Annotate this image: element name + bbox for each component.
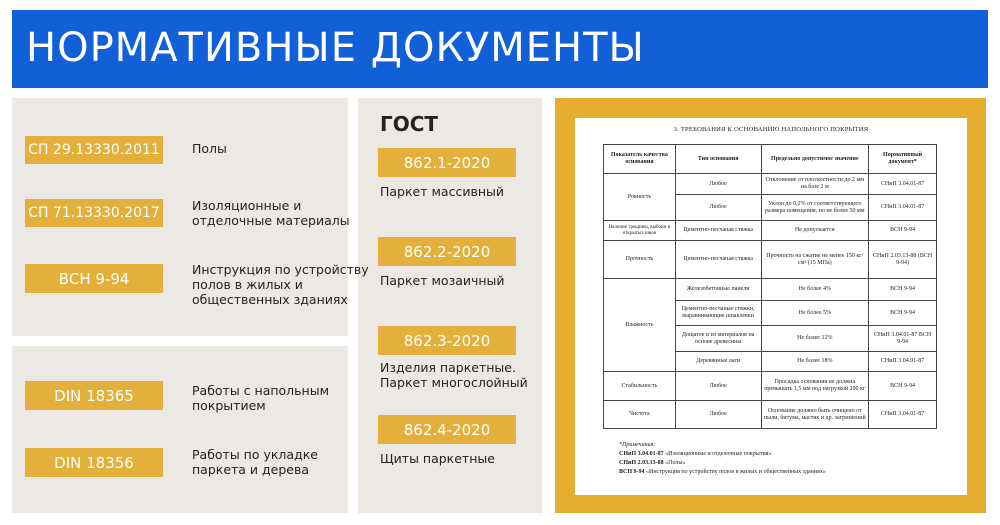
note-code: СНиП 2.03.13-88 — [619, 460, 664, 466]
gost-code-badge: 862.4-2020 — [378, 415, 516, 444]
description-line: Инструкция по устройству — [192, 262, 369, 277]
note-line — [619, 468, 826, 477]
description-line: Щиты паркетные — [380, 451, 495, 466]
table-cell: ВСН 9-94 — [869, 372, 937, 401]
table-cell: Прочность — [604, 241, 676, 279]
table-cell: Основание должно быть очищено от пыли, битума, мастик и др. загрязнений — [761, 401, 869, 429]
table-cell: Любое — [675, 174, 761, 195]
note-code: ВСН 9-94 — [619, 469, 645, 475]
table-cell: Любое — [675, 401, 761, 429]
table-row — [604, 174, 937, 195]
table-cell: СНиП 2.03.13-88 (ВСН 9-94) — [869, 241, 937, 279]
document-code-badge: СП 71.13330.2017 — [25, 199, 163, 227]
gost-code-badge: 862.1-2020 — [378, 148, 516, 177]
table-cell: СНиП 3.04.01-87 ВСН 9-94 — [869, 326, 937, 352]
table-header-row — [604, 145, 937, 174]
description-line: Изоляционные и — [192, 198, 302, 213]
table-cell: Ровность — [604, 174, 676, 221]
table-cell: Не более 4% — [761, 279, 869, 301]
table-cell: Цементно-песчаная стяжка — [675, 241, 761, 279]
table-cell: Отклонение от плоскостности до 2 мм на базе 2 м — [761, 174, 869, 195]
table-cell: Не допускается — [761, 221, 869, 241]
column-header: Предельно допустимое значение — [761, 145, 869, 174]
document-code-badge: ВСН 9-94 — [25, 264, 163, 293]
note-text: «Инструкция по устройству полов в жилых и общественных зданиях» — [646, 469, 826, 475]
gost-description — [380, 360, 528, 390]
table-cell: Влажность — [604, 279, 676, 372]
notes-header: *Примечания: — [619, 442, 656, 448]
gost-code-badge: 862.3-2020 — [378, 326, 516, 355]
table-cell: Не более 12% — [761, 326, 869, 352]
description-line: Работы с напольным — [192, 383, 330, 398]
gost-description — [380, 273, 505, 288]
table-cell: Не более 5% — [761, 301, 869, 326]
document-code-badge: СП 29.13330.2011 — [25, 136, 163, 164]
gost-code-badge: 862.2-2020 — [378, 237, 516, 266]
document-description — [192, 447, 318, 477]
description-line: полов в жилых и — [192, 277, 303, 292]
table-cell: Дощатое и из материалов на основе древесины — [675, 326, 761, 352]
description-line: общественных зданиях — [192, 292, 348, 307]
table-cell: ВСН 9-94 — [869, 301, 937, 326]
table-cell: Чистота — [604, 401, 676, 429]
din-documents-panel — [12, 346, 348, 513]
description-line: отделочные материалы — [192, 213, 350, 228]
column-header: Тип основания — [675, 145, 761, 174]
description-line: Паркет мозаичный — [380, 273, 505, 288]
description-line: покрытием — [192, 398, 266, 413]
table-row — [604, 401, 937, 429]
column-header: Нормативный документ* — [869, 145, 937, 174]
table-cell: Просадка основания не должна превышать 1,5 мм под нагрузкой 200 кг — [761, 372, 869, 401]
table-row — [604, 279, 937, 301]
table-cell: ВСН 9-94 — [869, 221, 937, 241]
table-cell: СНиП 3.04.01-87 — [869, 174, 937, 195]
note-code: СНиП 3.04.01-87 — [619, 451, 664, 457]
table-cell: Уклон до 0,2% от соответствующего размера помещения, но не более 50 мм — [761, 195, 869, 221]
document-description — [192, 262, 369, 307]
description-line: Работы по укладке — [192, 447, 318, 462]
description-line: Паркет массивный — [380, 184, 504, 199]
document-code-badge: DIN 18356 — [25, 448, 163, 477]
gost-description — [380, 451, 495, 466]
note-line — [619, 450, 826, 459]
table-cell: Наличие трещины, выбоин и открытых швов — [604, 221, 676, 241]
gost-title: ГОСТ — [380, 112, 439, 136]
description-line: Полы — [192, 141, 227, 156]
note-text: «Полы» — [665, 460, 686, 466]
table-row — [604, 221, 937, 241]
table-cell: Стабильность — [604, 372, 676, 401]
table-cell: Железобетонные панели — [675, 279, 761, 301]
note-text: «Изоляционные и отделочные покрытия» — [665, 451, 772, 457]
table-cell: Любое — [675, 195, 761, 221]
table-row — [604, 372, 937, 401]
table-cell: ВСН 9-94 — [869, 279, 937, 301]
description-line: Паркет многослойный — [380, 375, 528, 390]
table-cell: Цементно-песчаные стяжки, выравнивающие шпаклевки — [675, 301, 761, 326]
document-description — [192, 198, 350, 228]
table-row — [604, 241, 937, 279]
table-cell: СНиП 3.04.01-87 — [869, 401, 937, 429]
table-cell: СНиП 3.04.01-87 — [869, 195, 937, 221]
requirements-document — [575, 118, 967, 495]
header-banner — [12, 10, 988, 88]
requirements-table — [603, 144, 937, 429]
table-cell: Не более 18% — [761, 352, 869, 372]
document-description — [192, 383, 329, 413]
table-cell: Прочность на сжатие не менее 150 кг/см² (15 МПа) — [761, 241, 869, 279]
table-cell: СНиП 3.04.01-87 — [869, 352, 937, 372]
description-line: паркета и дерева — [192, 462, 310, 477]
note-line — [619, 459, 826, 468]
table-notes — [619, 441, 826, 477]
table-cell: Деревянные лаги — [675, 352, 761, 372]
page-title: НОРМАТИВНЫЕ ДОКУМЕНТЫ — [26, 25, 645, 71]
document-code-badge: DIN 18365 — [25, 381, 163, 410]
column-header: Показатель качества основания — [604, 145, 676, 174]
table-cell: Цементно-песчаная стяжка — [675, 221, 761, 241]
document-description — [192, 141, 227, 156]
table-cell: Любое — [675, 372, 761, 401]
gost-description — [380, 184, 504, 199]
document-heading: 3. ТРЕБОВАНИЯ К ОСНОВАНИЮ НАПОЛЬНОГО ПОКРЫТИЯ — [673, 126, 869, 133]
description-line: Изделия паркетные. — [380, 360, 516, 375]
